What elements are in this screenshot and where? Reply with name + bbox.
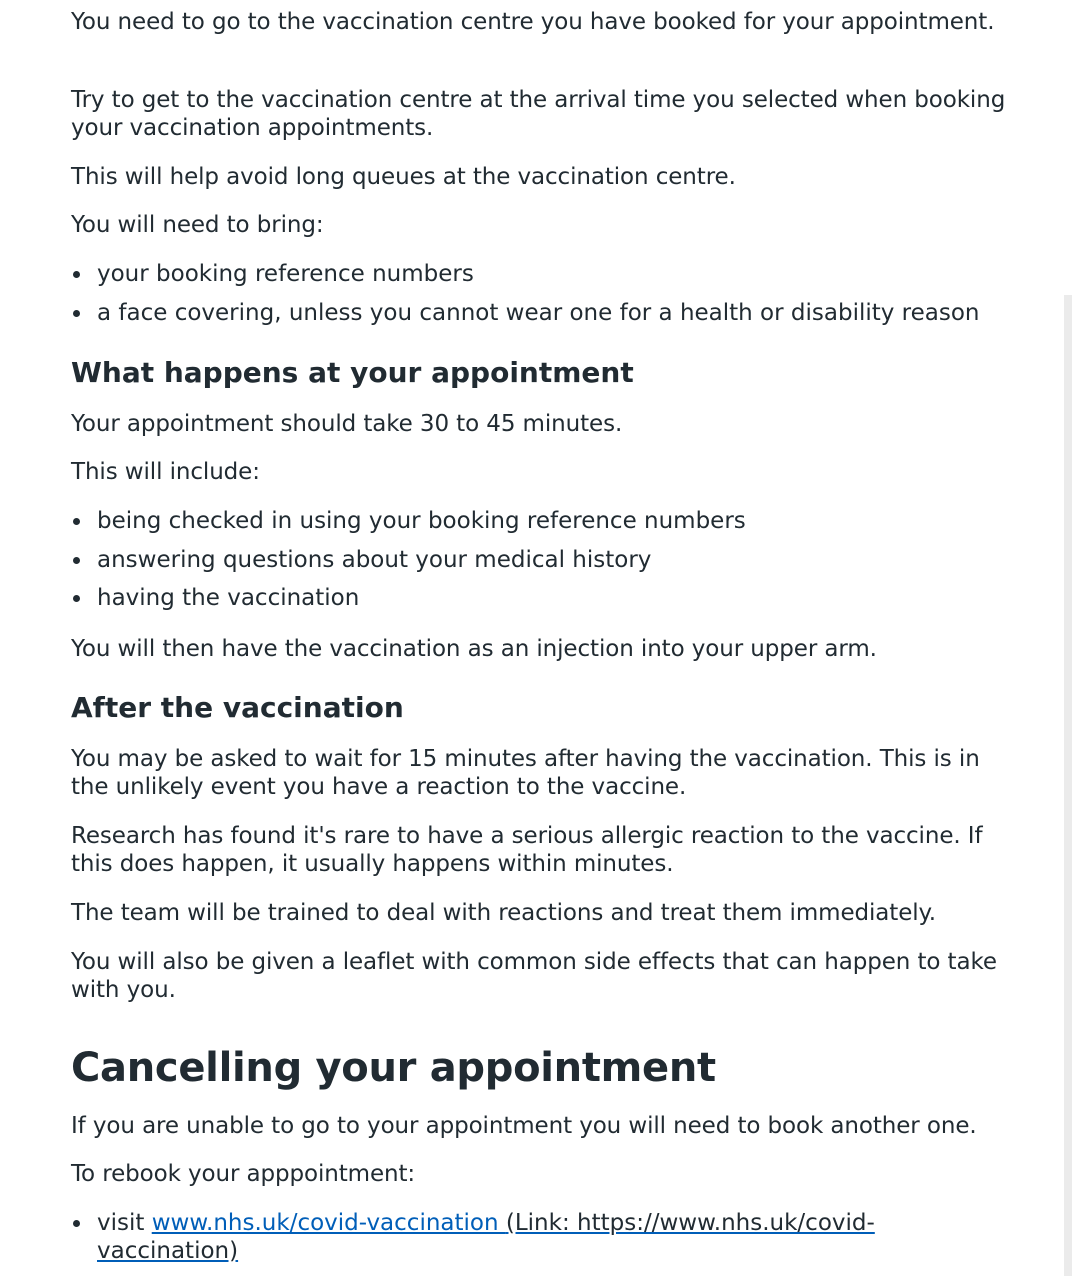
link-note[interactable]: (Link: https://www.nhs.uk/covid-vaccination) [97,1210,875,1264]
list-item-text: being checked in using your booking reference numbers [97,508,746,534]
list-item-text: answering questions about your medical history [97,547,652,573]
list-item-text: visit [97,1210,152,1236]
bullet-icon [73,271,80,278]
paragraph: You need to go to the vaccination centre you have booked for your appointment. [71,9,995,35]
scrollbar[interactable] [1064,295,1072,1276]
paragraph: To rebook your apppointment: [71,1161,416,1187]
bullet-icon [73,518,80,525]
list-item [71,546,1021,574]
page-heading: Cancelling your appointment [71,1045,716,1091]
section-heading: What happens at your appointment [71,356,634,389]
paragraph: If you are unable to go to your appointment you will need to book another one. [71,1113,977,1139]
list-item [71,1209,901,1265]
list-item-text: your booking reference numbers [97,261,474,287]
paragraph: The team will be trained to deal with reactions and treat them immediately. [71,900,936,926]
paragraph: Research has found it's rare to have a serious allergic reaction to the vaccine. If this does happen, it usually happens within minutes. [71,823,983,877]
section-heading: After the vaccination [71,691,404,724]
list-item [71,584,1021,612]
paragraph: Try to get to the vaccination centre at the arrival time you selected when booking your vaccination appointments. [71,87,1006,141]
bullet-icon [73,557,80,564]
list-item-text: having the vaccination [97,585,360,611]
paragraph: You will also be given a leaflet with common side effects that can happen to take with you. [71,949,997,1003]
paragraph: Your appointment should take 30 to 45 minutes. [71,411,623,437]
bullet-icon [73,1220,80,1227]
paragraph: You may be asked to wait for 15 minutes after having the vaccination. This is in the unlikely event you have a reaction to the vaccine. [71,746,980,800]
paragraph: This will help avoid long queues at the vaccination centre. [71,164,736,190]
list-item [71,299,1021,327]
paragraph: You will need to bring: [71,212,324,238]
nhs-covid-vaccination-link[interactable]: www.nhs.uk/covid-vaccination [151,1210,506,1236]
bullet-icon [73,310,80,317]
list-item [71,260,1021,288]
paragraph: You will then have the vaccination as an injection into your upper arm. [71,636,877,662]
list-item [71,507,1021,535]
list-item-text: a face covering, unless you cannot wear one for a health or disability reason [97,300,980,326]
bullet-icon [73,595,80,602]
paragraph: This will include: [71,459,260,485]
